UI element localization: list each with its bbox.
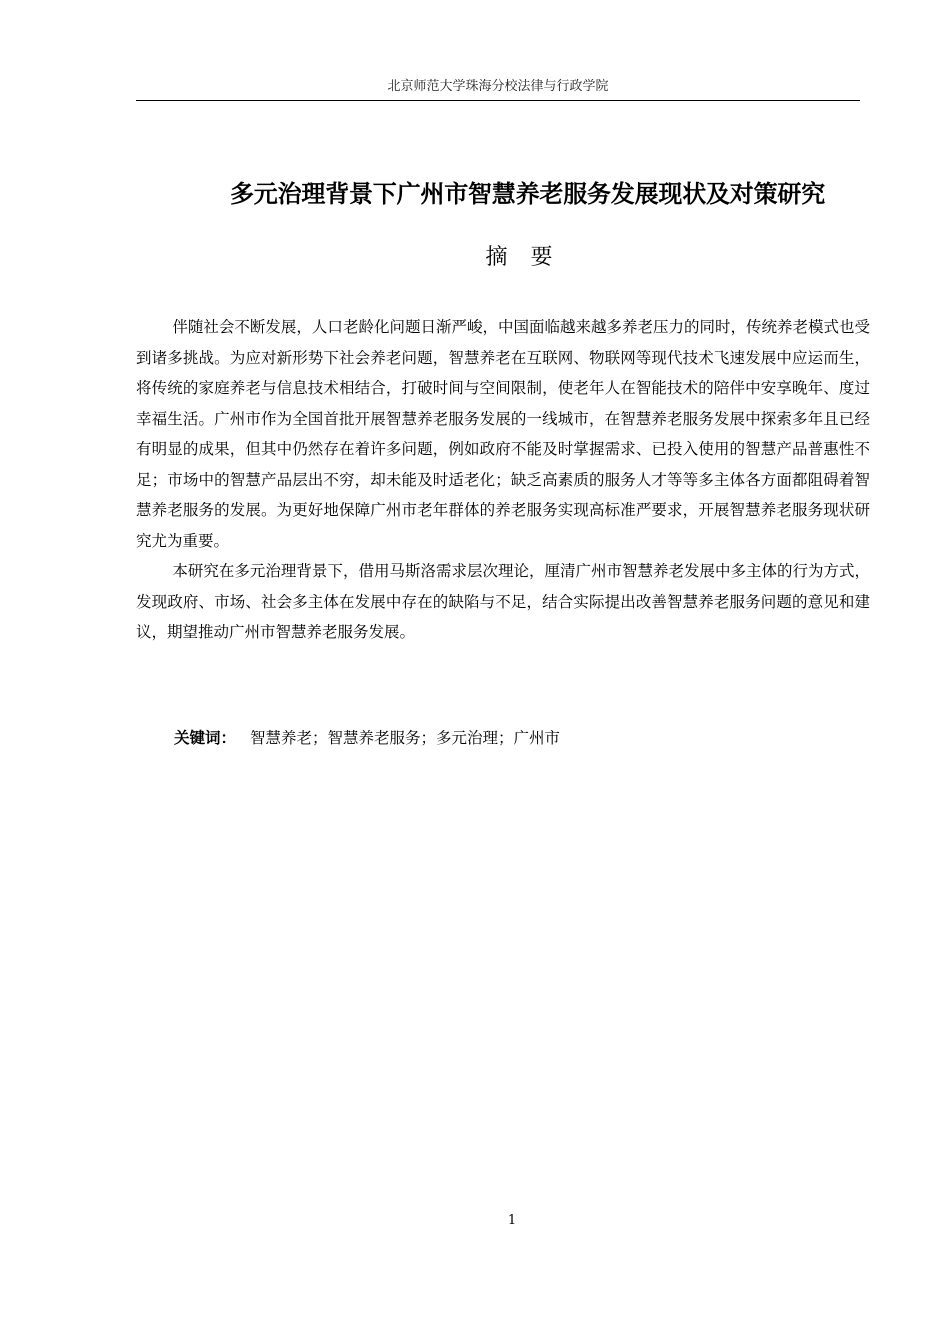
running-header: 北京师范大学珠海分校法律与行政学院: [387, 79, 609, 94]
keywords-list: 智慧养老；智慧养老服务；多元治理；广州市: [250, 729, 561, 747]
abstract-paragraph: 伴随社会不断发展，人口老龄化问题日渐严峻，中国面临越来越多养老压力的同时，传统养老模式也受到诸多挑战。为应对新形势下社会养老问题，智慧养老在互联网、物联网等现代技术飞速发展中应运而生，将传统的家庭养老与信息技术相结合，打破时间与空间限制，使老年人在智能技术的陪伴中安享晚年、度过幸福生活。广州市作为全国首批开展智慧养老服务发展的一线城市，在智慧养老服务发展中探索多年且已经有明显的成果，但其中仍然存在着许多问题，例如政府不能及时掌握需求、已投入使用的智慧产品普惠性不足；市场中的智慧产品层出不穷，却未能及时适老化；缺乏高素质的服务人才等等多主体各方面都阻碍着智慧养老服务的发展。为更好地保障广州市老年群体的养老服务实现高标准严要求，开展智慧养老服务现状研究尤为重要。: [136, 318, 870, 550]
abstract-heading: 摘 要: [485, 245, 561, 270]
abstract-body: [136, 312, 870, 648]
keywords-label: 关键词：: [174, 729, 237, 747]
page-number: 1: [507, 1213, 517, 1228]
keywords-line: [174, 724, 874, 752]
abstract-paragraph: 本研究在多元治理背景下，借用马斯洛需求层次理论，厘清广州市智慧养老发展中多主体的行为方式，发现政府、市场、社会多主体在发展中存在的缺陷与不足，结合实际提出改善智慧养老服务问题的意见和建议，期望推动广州市智慧养老服务发展。: [136, 562, 870, 641]
document-title: 多元治理背景下广州市智慧养老服务发展现状及对策研究: [230, 180, 825, 208]
header-divider: [136, 100, 860, 101]
